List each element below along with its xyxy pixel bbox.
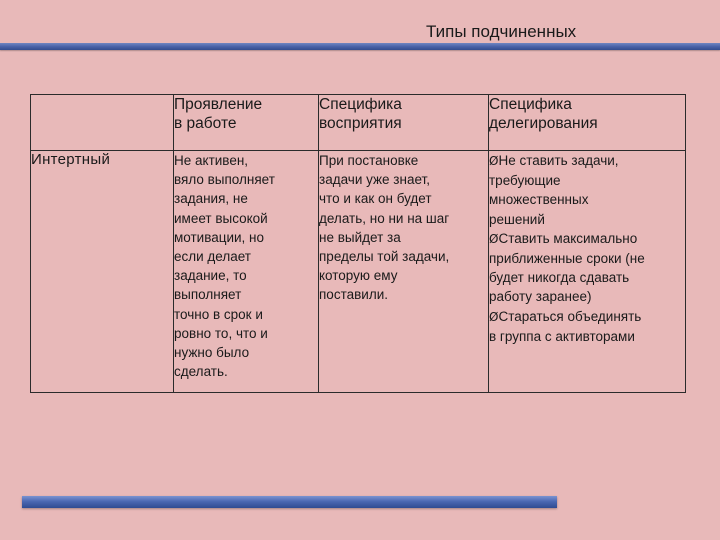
table-header-row — [31, 95, 686, 151]
delegation-bullet-item: ØСтараться объединять — [489, 308, 642, 324]
header-perception: Специфика восприятия — [319, 95, 489, 151]
bullet-arrow-icon: Ø — [489, 154, 499, 168]
delegation-bullet-item: ØСтавить максимально — [489, 230, 638, 246]
table-row — [31, 151, 686, 393]
manifestation-cell: Не активен, вяло выполняет задания, не имеет высокой мотивации, но если делает задание, то выполняет точно в срок и ровно то, что и нужно было сделать. — [174, 151, 319, 393]
bullet-arrow-icon: Ø — [489, 309, 499, 324]
slide-title: Типы подчиненных — [426, 22, 577, 41]
header-delegation: Специфика делегирования — [489, 95, 686, 151]
subordinate-types-table — [30, 94, 686, 393]
row-label-inert: Интертный — [31, 151, 174, 393]
footer-accent-bar — [22, 496, 557, 508]
title-underline-bar — [0, 43, 720, 50]
header-manifestation: Проявление в работе — [174, 95, 319, 151]
perception-cell: При постановке задачи уже знает, что и как он будет делать, но ни на шаг не выйдет за пределы той задачи, которую ему поставили. — [319, 151, 489, 393]
header-empty-cell — [31, 95, 174, 151]
bullet-arrow-icon: Ø — [489, 231, 499, 246]
delegation-cell: ØНе ставить задачи, требующие множественных решений ØСтавить максимально приближенные сроки (не будет никогда сдавать работу заранее) ØСтараться объединять в группа с активторами — [489, 151, 686, 393]
delegation-bullet-item: ØНе ставить задачи, — [489, 153, 619, 168]
